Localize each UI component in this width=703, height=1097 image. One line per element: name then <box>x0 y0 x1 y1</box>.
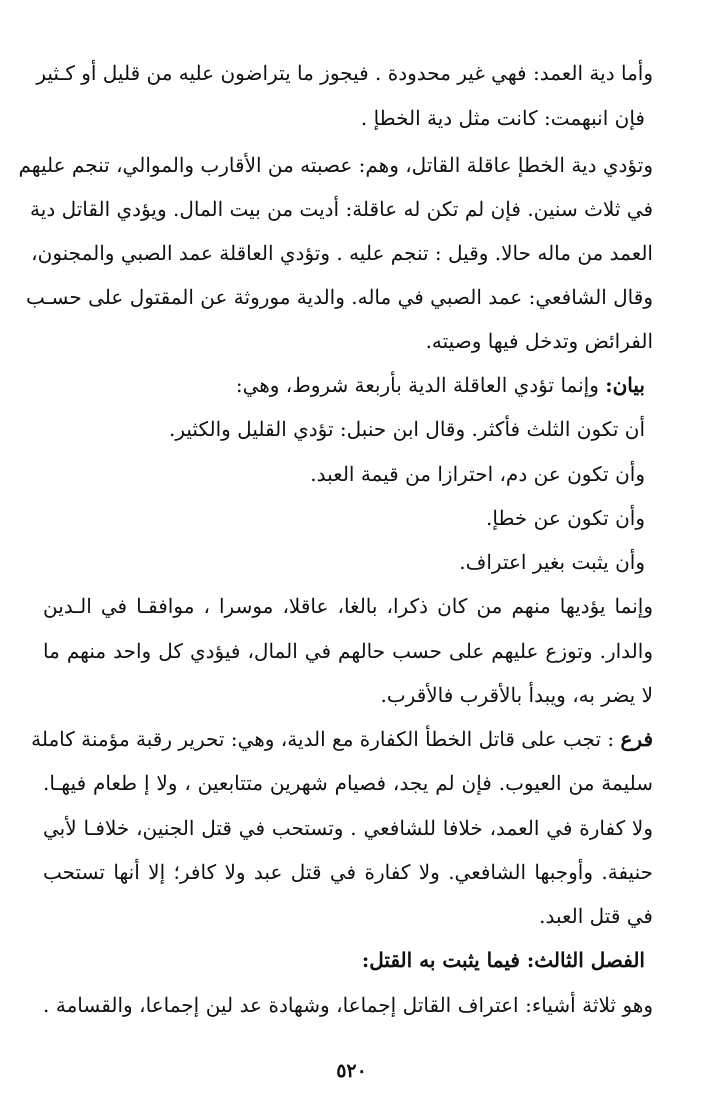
far-label: فرع <box>620 727 653 751</box>
condition-item: وأن تكون عن دم، احترازا من قيمة العبد. <box>310 462 645 486</box>
text-line: في ثلاث سنين. فإن لم تكن له عاقلة: أديت من بيت المال. ويؤدي القاتل دية <box>30 197 653 221</box>
text-line: ولا كفارة في العمد، خلافا للشافعي . وتستحب في قتل الجنين، خلافـا لأبي <box>43 816 653 840</box>
section-heading: الفصل الثالث: فيما يثبت به القتل: <box>361 948 645 972</box>
condition-item: وأن يثبت بغير اعتراف. <box>459 550 645 574</box>
page-number: ٥٢٠ <box>336 1060 367 1082</box>
bayan-label: بيان: <box>605 373 645 397</box>
text-line: والدار. وتوزع عليهم على حسب حالهم في المال، فيؤدي كل واحد منهم ما <box>43 639 653 663</box>
text-line: وإنما يؤديها منهم من كان ذكرا، بالغا، عاقلا، موسرا ، موافقـا في الـدين <box>43 594 653 618</box>
text-line: لا يضر به، ويبدأ بالأقرب فالأقرب. <box>380 683 653 707</box>
far-text: : تجب على قاتل الخطأ الكفارة مع الدية، وهي: تحرير رقبة مؤمنة كاملة <box>31 727 621 751</box>
bayan-text: وإنما تؤدي العاقلة الدية بأربعة شروط، وهي: <box>235 373 606 397</box>
text-line: العمد من ماله حالا. وقيل : تنجم عليه . وتؤدي العاقلة عمد الصبي والمجنون، <box>31 241 653 265</box>
text-line: فإن انبهمت: كانت مثل دية الخطإ . <box>360 106 645 130</box>
condition-item: وأن تكون عن خطإ. <box>486 506 645 530</box>
bayan-line <box>35 370 645 400</box>
text-line: وقال الشافعي: عمد الصبي في ماله. والدية موروثة عن المقتول على حسـب <box>26 285 653 309</box>
text-line: سليمة من العيوب. فإن لم يجد، فصيام شهرين متتابعين ، ولا إ طعام فيهـا. <box>43 771 653 795</box>
text-line: وأما دية العمد: فهي غير محدودة . فيجوز ما يتراضون عليه من قليل أو كـثير <box>36 61 653 85</box>
text-line: في قتل العبد. <box>539 904 653 928</box>
text-line: وهو ثلاثة أشياء: اعتراف القاتل إجماعا، وشهادة عد لين إجماعا، والقسامة . <box>43 993 653 1017</box>
text-line: حنيفة. وأوجبها الشافعي. ولا كفارة في قتل عبد ولا كافر؛ إلا أنها تستحب <box>43 860 653 884</box>
far-line <box>31 724 653 754</box>
text-line: وتؤدي دية الخطإ عاقلة القاتل، وهم: عصبته من الأقارب والموالي، تنجم عليهم <box>18 153 653 177</box>
condition-item: أن تكون الثلث فأكثر. وقال ابن حنبل: تؤدي القليل والكثير. <box>169 417 645 441</box>
text-line: الفرائض وتدخل فيها وصيته. <box>425 329 653 353</box>
